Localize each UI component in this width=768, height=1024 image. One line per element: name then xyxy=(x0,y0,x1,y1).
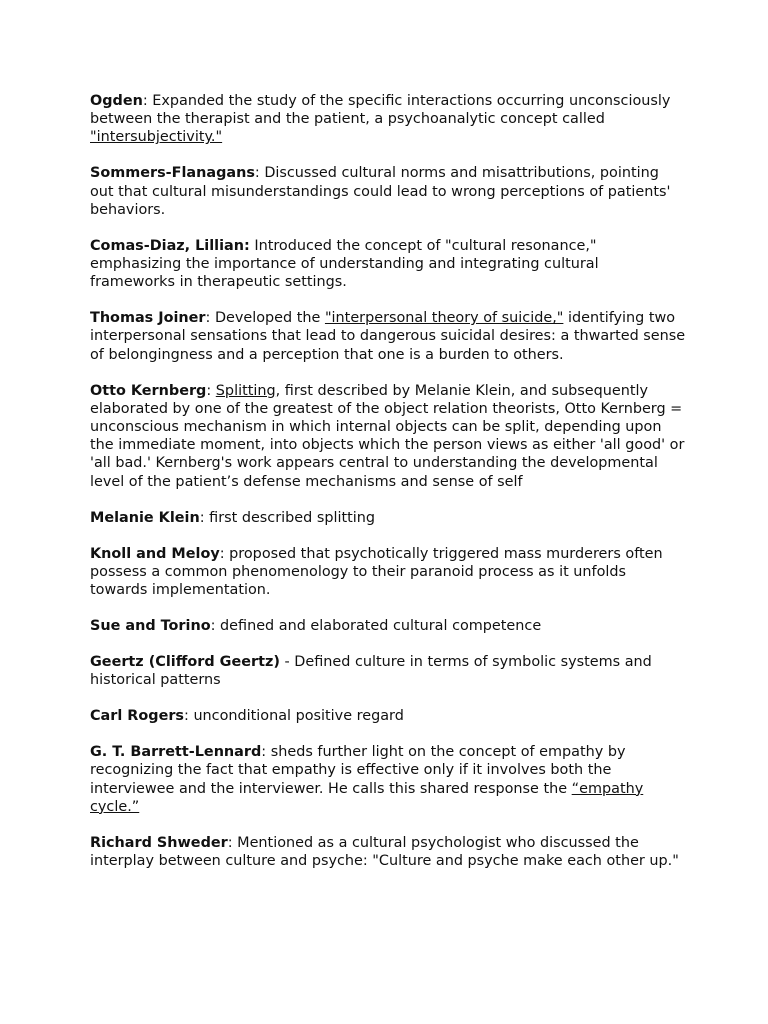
entry-name: Knoll and Meloy xyxy=(90,545,220,562)
entry-link[interactable]: “empathy cycle.” xyxy=(90,780,644,815)
entry-ogden xyxy=(90,92,686,147)
entry-melanie-klein xyxy=(90,509,686,527)
entry-name: Thomas Joiner xyxy=(90,310,206,327)
entry-knoll-and-meloy xyxy=(90,545,686,600)
entry-comas-diaz xyxy=(90,237,686,292)
entry-text: : defined and elaborated cultural competence xyxy=(210,618,542,635)
entry-text: : Developed the xyxy=(205,310,325,327)
entry-text: : unconditional positive regard xyxy=(184,708,404,725)
document-body xyxy=(90,92,686,888)
entry-name: Carl Rogers xyxy=(90,708,185,725)
entry-name: Richard Shweder xyxy=(90,834,228,851)
entry-text: : Mentioned as a cultural psychologist who discussed the interplay between culture and psyche: "Culture and psyche make each other up." xyxy=(90,834,679,870)
entry-geertz xyxy=(90,653,686,689)
entry-name: Melanie Klein xyxy=(90,509,200,526)
entry-link[interactable]: "interpersonal theory of suicide," xyxy=(324,310,564,327)
entry-text: : proposed that psychotically triggered mass murderers often possess a common phenomenology to their paranoid process as it unfolds towards implementation. xyxy=(90,545,663,599)
entry-text: : first described splitting xyxy=(199,509,375,526)
entry-link[interactable]: Splitting xyxy=(215,382,276,399)
entry-otto-kernberg xyxy=(90,382,686,491)
entry-barrett-lennard xyxy=(90,743,686,816)
entry-sommers-flanagans xyxy=(90,164,686,219)
entry-text: : xyxy=(206,382,216,399)
entry-text: identifying two interpersonal sensations that lead to dangerous suicidal desires: a thwarted sense of belongingness and a perception that one is a burden to others. xyxy=(90,310,686,363)
entry-text: Introduced the concept of "cultural resonance," emphasizing the importance of understanding and integrating cultural frameworks in therapeutic settings. xyxy=(90,237,599,291)
entry-name: G. T. Barrett-Lennard xyxy=(90,744,262,761)
entry-link[interactable]: "intersubjectivity." xyxy=(90,129,223,146)
entry-text: : sheds further light on the concept of empathy by recognizing the fact that empathy is effective only if it involves both the interviewee and the interviewer. He calls this shared response the xyxy=(90,744,626,797)
entry-text: - Defined culture in terms of symbolic systems and historical patterns xyxy=(90,654,652,689)
entry-name: Otto Kernberg xyxy=(90,382,207,399)
entry-text: , first described by Melanie Klein, and subsequently elaborated by one of the greatest of the object relation theorists, Otto Kernberg = unconscious mechanism in which internal objects can be split, depending upon the immediate moment, into objects which the person views as either 'all good' or 'all bad.' Kernberg's work appears central to understanding the developmental level of the patient’s defense mechanisms and sense of self xyxy=(90,382,685,490)
entry-richard-shweder xyxy=(90,834,686,870)
entry-name: Sommers-Flanagans xyxy=(90,165,255,182)
entry-carl-rogers xyxy=(90,707,686,725)
entry-name: Comas-Diaz, Lillian: xyxy=(90,237,250,254)
entry-thomas-joiner xyxy=(90,309,686,364)
entry-text: : Expanded the study of the specific interactions occurring unconsciously between the therapist and the patient, a psychoanalytic concept called xyxy=(90,93,671,128)
entry-text: : Discussed cultural norms and misattributions, pointing out that cultural misunderstandings could lead to wrong perceptions of patients' behaviors. xyxy=(90,165,671,218)
entry-name: Ogden xyxy=(90,93,143,109)
entry-sue-and-torino xyxy=(90,617,686,635)
entry-name: Sue and Torino xyxy=(90,618,211,635)
entry-name: Geertz (Clifford Geertz) xyxy=(90,654,280,671)
